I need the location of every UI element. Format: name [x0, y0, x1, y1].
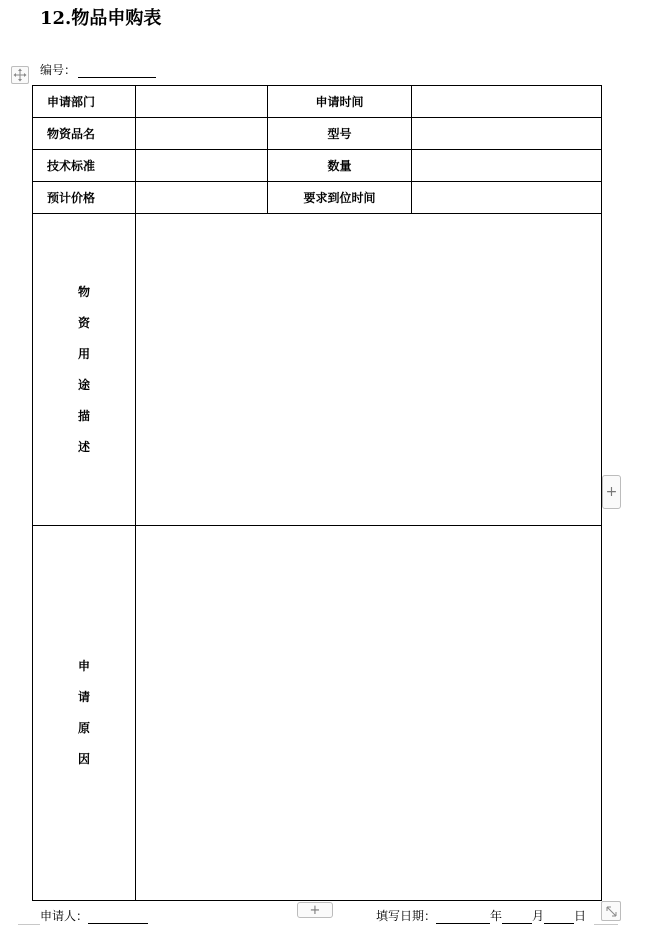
day-label: 日: [574, 909, 587, 923]
vertical-char: 述: [78, 439, 91, 454]
label-required-arrival-time: 要求到位时间: [268, 182, 412, 214]
vertical-char: 用: [78, 346, 91, 361]
add-column-button[interactable]: +: [602, 475, 621, 509]
month-label: 月: [532, 909, 545, 923]
value-department[interactable]: [136, 86, 268, 118]
label-request-reason: [33, 526, 136, 901]
vertical-char: 描: [78, 408, 91, 423]
label-estimated-price: 预计价格: [33, 182, 136, 214]
day-blank[interactable]: [544, 911, 574, 924]
vertical-char: 因: [78, 752, 91, 766]
table-move-handle-icon[interactable]: [11, 66, 29, 84]
fill-date-label: 填写日期：: [376, 909, 437, 923]
label-request-time: 申请时间: [268, 86, 412, 118]
label-quantity: 数量: [268, 150, 412, 182]
applicant-blank[interactable]: [88, 911, 148, 924]
vertical-char: 原: [78, 721, 91, 735]
applicant-label: 申请人：: [40, 909, 89, 923]
label-department: 申请部门: [33, 86, 136, 118]
value-request-reason[interactable]: [136, 526, 602, 901]
applicant-field: [40, 907, 148, 924]
value-request-time[interactable]: [412, 86, 602, 118]
table-row: [33, 86, 602, 118]
page-corner-mark: [594, 924, 618, 925]
serial-number-label: 编号：: [40, 63, 77, 77]
value-required-arrival-time[interactable]: [412, 182, 602, 214]
table-row: [33, 150, 602, 182]
add-row-button[interactable]: +: [297, 902, 333, 918]
value-item-name[interactable]: [136, 118, 268, 150]
label-usage-description: [33, 214, 136, 526]
fill-date-field: [376, 907, 586, 924]
vertical-char: 途: [78, 377, 91, 392]
month-blank[interactable]: [502, 911, 532, 924]
vertical-char: 请: [78, 690, 91, 704]
value-estimated-price[interactable]: [136, 182, 268, 214]
value-technical-standard[interactable]: [136, 150, 268, 182]
value-usage-description[interactable]: [136, 214, 602, 526]
table-row: [33, 214, 602, 526]
table-row: [33, 118, 602, 150]
vertical-char: 物: [78, 284, 91, 299]
requisition-table: [32, 85, 602, 901]
table-row: [33, 182, 602, 214]
year-label: 年: [490, 909, 503, 923]
table-resize-icon[interactable]: [601, 901, 621, 921]
vertical-char: 资: [78, 315, 91, 330]
table-row: [33, 526, 602, 901]
year-blank[interactable]: [436, 911, 490, 924]
value-quantity[interactable]: [412, 150, 602, 182]
label-item-name: 物资品名: [33, 118, 136, 150]
label-technical-standard: 技术标准: [33, 150, 136, 182]
page-corner-mark: [18, 924, 40, 925]
serial-number-field: [40, 61, 156, 78]
label-model: 型号: [268, 118, 412, 150]
vertical-char: 申: [78, 659, 91, 673]
document-title: 12.物品申购表: [40, 8, 162, 29]
serial-number-blank[interactable]: [78, 65, 156, 78]
value-model[interactable]: [412, 118, 602, 150]
